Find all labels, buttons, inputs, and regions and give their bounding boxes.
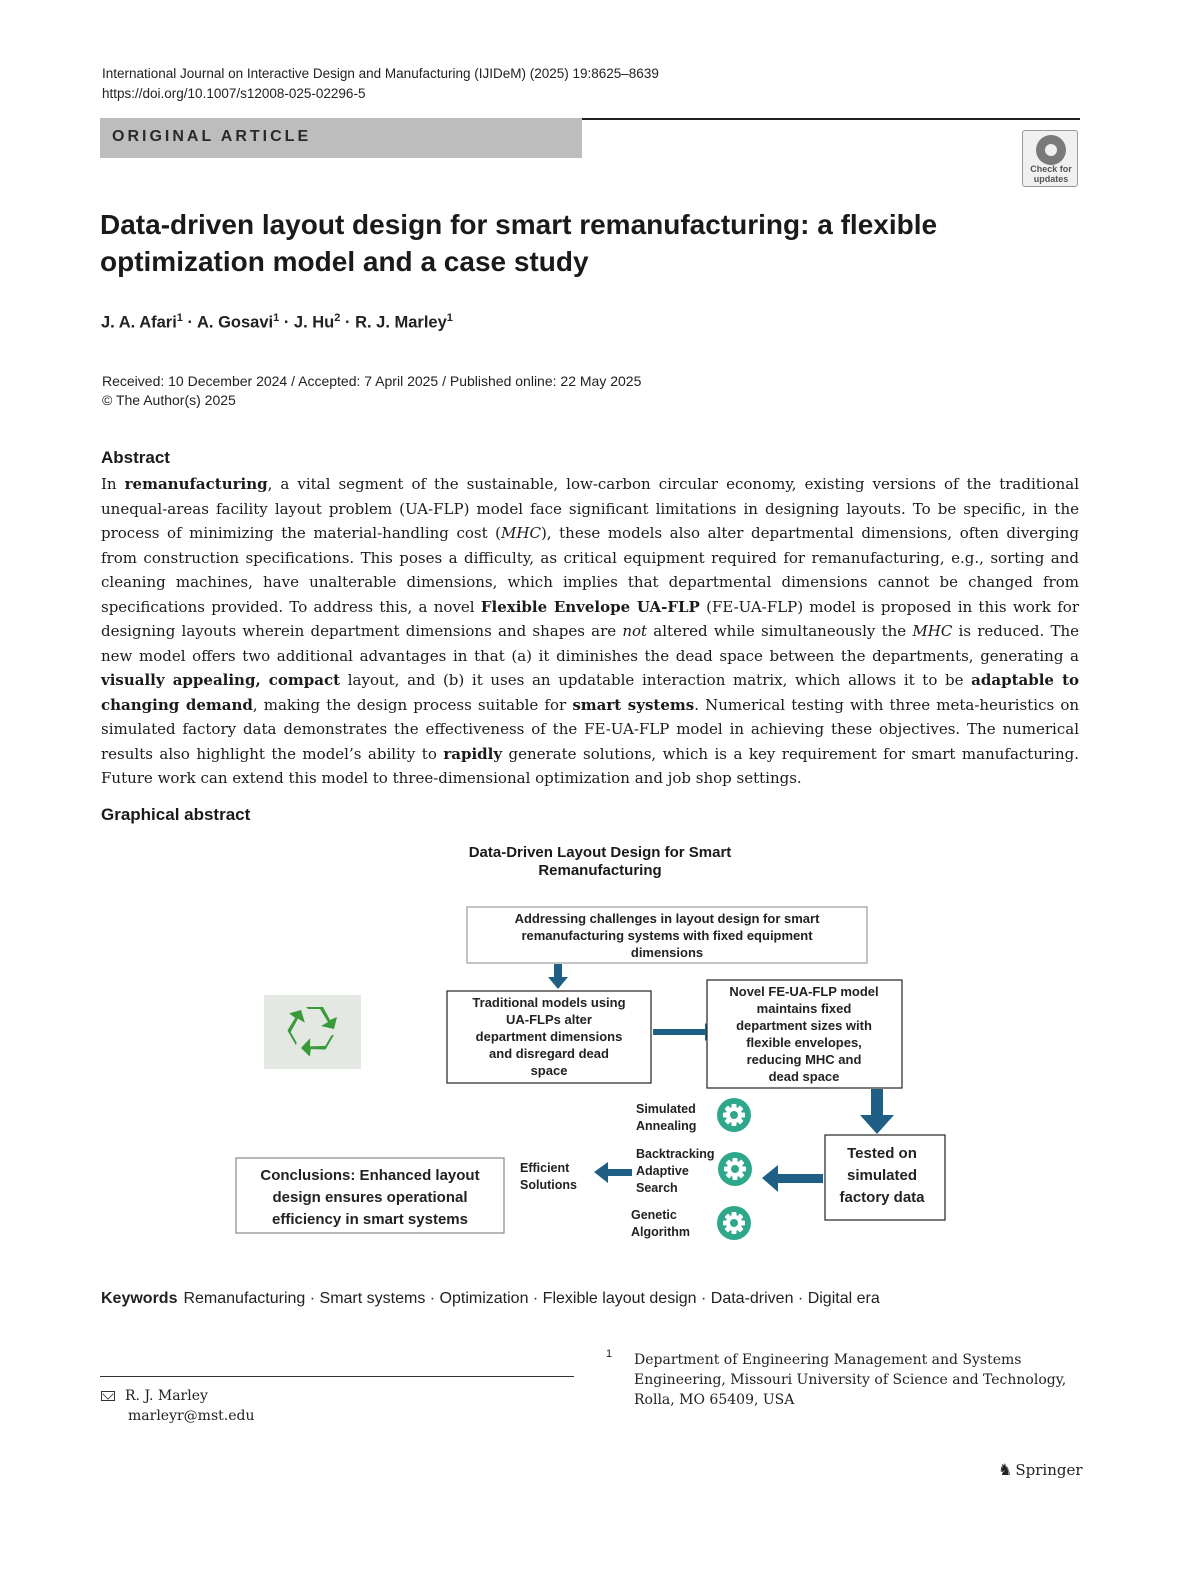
envelope-icon: [101, 1391, 115, 1401]
journal-citation: International Journal on Interactive Design and Manufacturing (IJIDeM) (2025) 19:8625–8639: [102, 66, 659, 81]
keywords: [101, 1290, 880, 1308]
affiliation-number: 1: [606, 1348, 613, 1360]
journal-header: [102, 64, 659, 104]
traditional-text-line: and disregard dead: [489, 1046, 609, 1061]
novel-text-line: reducing MHC and: [746, 1052, 862, 1067]
keywords-list: Remanufacturing · Smart systems · Optimization · Flexible layout design · Data-driven · Digital era: [183, 1290, 880, 1307]
method-label: Algorithm: [631, 1225, 691, 1239]
conclusions-text-line: Conclusions: Enhanced layout: [260, 1167, 480, 1184]
method-label: Genetic: [631, 1208, 677, 1222]
affiliation-line: Department of Engineering Management and Systems: [634, 1352, 1022, 1368]
tested-text-line: Tested on: [847, 1145, 917, 1162]
tested-box: [825, 1135, 945, 1220]
author-separator: ·: [344, 313, 356, 332]
author-affiliation: 1: [176, 312, 183, 324]
author-name[interactable]: R. J. Marley: [355, 313, 447, 332]
article-type-banner: [100, 118, 582, 158]
arrow-down-icon: [860, 1089, 894, 1134]
traditional-text-line: UA-FLPs alter: [506, 1012, 592, 1027]
author-affiliation: 1: [273, 312, 280, 324]
arrow-left-icon: [594, 1162, 632, 1183]
challenge-text-line: Addressing challenges in layout design for smart: [514, 911, 820, 926]
traditional-text-line: department dimensions: [475, 1029, 623, 1044]
novel-model-box: [707, 980, 902, 1088]
publication-history: [102, 372, 641, 410]
corresponding-author: [101, 1386, 254, 1426]
publication-dates: Received: 10 December 2024 / Accepted: 7 April 2025 / Published online: 22 May 2025: [102, 373, 642, 389]
gear-icon: [718, 1152, 752, 1186]
method-label: Backtracking: [636, 1147, 715, 1161]
affiliation-line: Engineering, Missouri University of Science and Technology,: [634, 1372, 1067, 1388]
affiliation: [634, 1350, 1074, 1410]
title-line-2: optimization model and a case study: [100, 246, 589, 277]
arrow-down-icon: [548, 964, 568, 989]
update-icon: [1036, 135, 1066, 165]
method-label: Search: [636, 1181, 678, 1195]
abstract-text: In remanufacturing, a vital segment of the sustainable, low-carbon circular economy, existing versions of the traditional unequal-areas facility layout problem (UA-FLP) model face significant limitations in designing layouts. To be specific, in the process of minimizing the material-handling cost (MHC), these models also alter departmental dimensions, often diverging from construction specifications. This poses a difficulty, as critical equipment required for remanufacturing, e.g., sorting and cleaning machines, have unalterable dimensions, which implies that departmental dimensions cannot be changed from specifications provided. To address this, a novel Flexible Envelope UA-FLP (FE-UA-FLP) model is proposed in this work for designing layouts wherein department dimensions and shapes are not altered while simultaneously the MHC is reduced. The new model offers two additional advantages in that (a) it diminishes the dead space between the departments, generating a visually appealing, compact layout, and (b) it uses an updatable interaction matrix, which allows it to be adaptable to changing demand, making the design process suitable for smart systems. Numerical testing with three meta-heuristics on simulated factory data demonstrates the effectiveness of the FE-UA-FLP model in achieving these objectives. The numerical results also highlight the model’s ability to rapidly generate solutions, which is a key requirement for smart manufacturing. Future work can extend this model to three-dimensional optimization and job shop settings.: [101, 475, 1080, 787]
check-updates-label: Check for updates: [1030, 164, 1072, 184]
novel-text-line: dead space: [768, 1069, 840, 1084]
efficient-label: Solutions: [520, 1178, 577, 1192]
author-name[interactable]: J. A. Afari: [101, 313, 177, 332]
tested-text-line: simulated: [846, 1167, 918, 1184]
author-affiliation: 1: [446, 312, 453, 324]
footnote-rule: [100, 1376, 574, 1377]
method-label: Annealing: [636, 1119, 697, 1133]
author-name[interactable]: J. Hu: [293, 313, 335, 332]
author-name[interactable]: A. Gosavi: [196, 313, 274, 332]
method-simulated-annealing: [636, 1098, 751, 1133]
traditional-text-line: space: [530, 1063, 568, 1078]
article-type-label: ORIGINAL ARTICLE: [112, 128, 312, 145]
novel-text-line: maintains fixed: [756, 1001, 852, 1016]
challenge-text-line: remanufacturing systems with fixed equipment: [521, 928, 813, 943]
conclusions-box: [236, 1158, 504, 1233]
publisher-name: Springer: [1015, 1461, 1083, 1479]
publisher-logo: [998, 1460, 1083, 1479]
header-rule: [582, 118, 1080, 120]
traditional-models-box: [447, 991, 651, 1083]
conclusions-text-line: efficiency in smart systems: [272, 1211, 468, 1228]
diagram-title-line-2: Remanufacturing: [538, 862, 662, 879]
method-label: Simulated: [636, 1102, 696, 1116]
tested-text-line: factory data: [839, 1189, 925, 1206]
keywords-label: Keywords: [101, 1290, 178, 1307]
abstract-heading: Abstract: [101, 448, 170, 467]
springer-horse-icon: ♞: [998, 1460, 1013, 1479]
article-title: [100, 206, 1000, 280]
corresponding-email[interactable]: marleyr@mst.edu: [128, 1408, 255, 1424]
gear-icon: [717, 1098, 751, 1132]
author-separator: ·: [187, 313, 197, 332]
check-for-updates-badge[interactable]: [1022, 130, 1078, 187]
graphical-abstract-heading: Graphical abstract: [101, 805, 251, 824]
graphical-abstract-diagram: [230, 836, 960, 1246]
novel-text-line: department sizes with: [736, 1018, 872, 1033]
novel-text-line: Novel FE-UA-FLP model: [729, 984, 879, 999]
author-separator: ·: [283, 313, 294, 332]
copyright-notice: © The Author(s) 2025: [102, 392, 236, 408]
title-line-1: Data-driven layout design for smart remanufacturing: a flexible: [100, 209, 938, 240]
author-affiliation: 2: [334, 312, 341, 324]
author-list: [101, 312, 453, 333]
efficient-label: Efficient: [520, 1161, 570, 1175]
doi-link[interactable]: https://doi.org/10.1007/s12008-025-02296-5: [102, 86, 366, 101]
corresponding-name: R. J. Marley: [125, 1388, 208, 1404]
recycle-icon: [264, 995, 361, 1069]
method-backtracking-adaptive-search: [636, 1147, 752, 1195]
novel-text-line: flexible envelopes,: [746, 1035, 862, 1050]
gear-icon: [717, 1206, 751, 1240]
arrow-left-icon: [762, 1165, 823, 1192]
affiliation-line: Rolla, MO 65409, USA: [634, 1392, 795, 1408]
traditional-text-line: Traditional models using: [472, 995, 626, 1010]
challenge-box: [467, 907, 867, 963]
method-genetic-algorithm: [631, 1206, 751, 1240]
method-label: Adaptive: [636, 1164, 689, 1178]
diagram-title-line-1: Data-Driven Layout Design for Smart: [468, 844, 732, 861]
conclusions-text-line: design ensures operational: [272, 1189, 468, 1206]
challenge-text-line: dimensions: [630, 945, 704, 960]
